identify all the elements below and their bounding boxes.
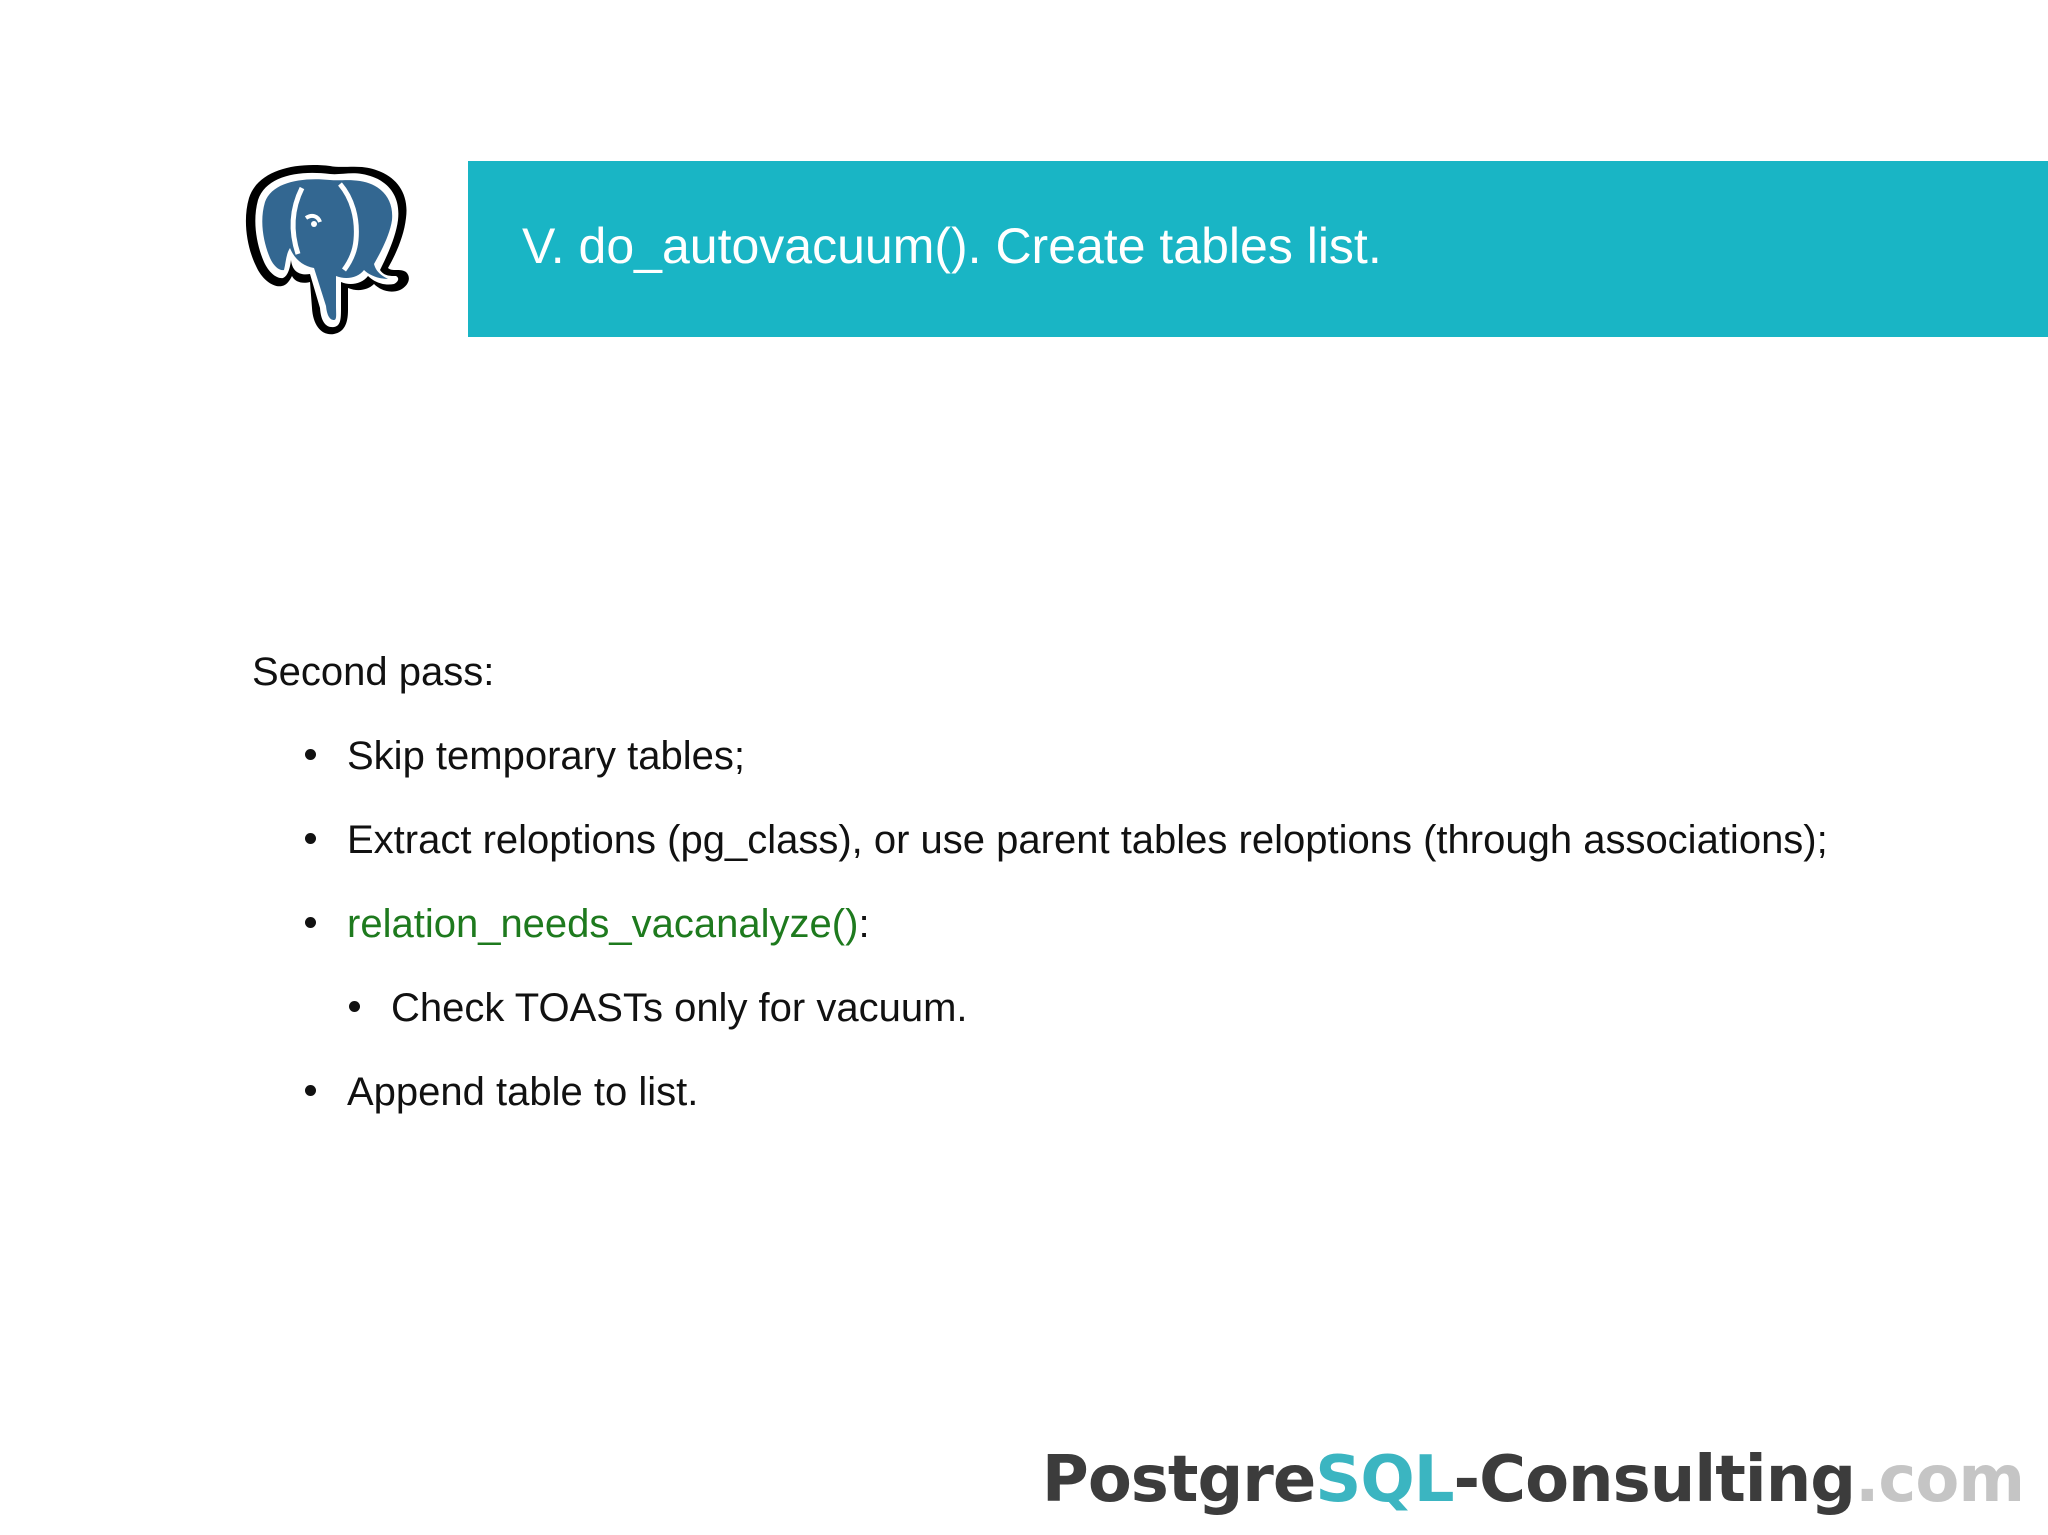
- sub-bullet-text: Check TOASTs only for vacuum.: [391, 986, 968, 1030]
- brand-part-consulting: -Consulting: [1453, 1443, 1856, 1517]
- bullet-icon: [305, 917, 316, 928]
- content-heading: Second pass:: [252, 650, 495, 694]
- brand-part-postgre: Postgre: [1041, 1443, 1316, 1517]
- footer-brand-logo: [1041, 1443, 2024, 1517]
- bullet-item: [252, 1068, 2012, 1116]
- bullet-icon: [305, 833, 316, 844]
- bullet-suffix: :: [858, 902, 870, 946]
- bullet-item: [252, 732, 2012, 780]
- sub-bullet-item: [252, 984, 2012, 1032]
- bullet-text: Skip temporary tables;: [347, 734, 745, 778]
- slide-content: [252, 648, 2012, 1152]
- bullet-icon: [305, 1085, 316, 1096]
- function-name: relation_needs_vacanalyze(): [347, 902, 859, 946]
- bullet-text: Append table to list.: [347, 1070, 699, 1114]
- bullet-icon: [349, 1001, 360, 1012]
- bullet-item: [252, 900, 2012, 948]
- bullet-text: Extract reloptions (pg_class), or use parent tables reloptions (through associations);: [347, 818, 1828, 862]
- slide-title: V. do_autovacuum(). Create tables list.: [522, 218, 1382, 274]
- bullet-item: [252, 816, 2012, 864]
- brand-part-sql: SQL: [1315, 1443, 1454, 1517]
- title-bar: [468, 161, 2048, 337]
- brand-part-com: .com: [1855, 1443, 2024, 1517]
- postgresql-elephant-icon: [240, 158, 420, 343]
- bullet-icon: [305, 749, 316, 760]
